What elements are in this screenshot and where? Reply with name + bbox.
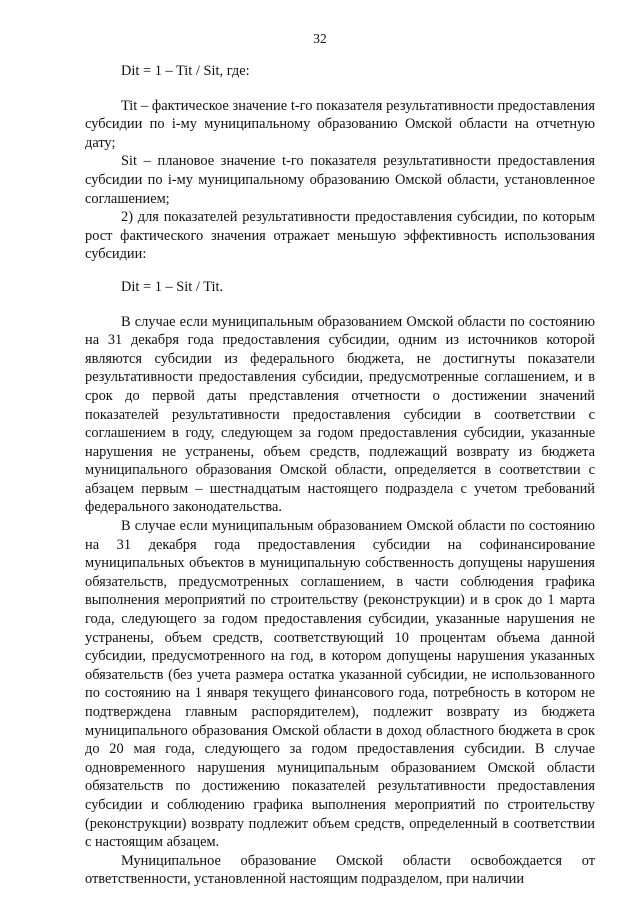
paragraph-sit-definition: Sit – плановое значение t-го показателя результативности предоставления субсидии по i-му муниципальному образованию Омской области, установленное соглашением; [85, 153, 595, 207]
page-number: 32 [313, 31, 327, 46]
formula-dit-1: Dit = 1 – Tit / Sit, где: [121, 63, 250, 79]
paragraph-tit-definition: Tit – фактическое значение t-го показателя результативности предоставления субсидии по i-му муниципальному образованию Омской области на отчетную дату; [85, 97, 595, 151]
formula-dit-2: Dit = 1 – Sit / Tit. [121, 278, 224, 295]
paragraph-exemption: Муниципальное образование Омской области освобождается от ответственности, установленной настоящим подразделом, при наличии [85, 852, 595, 888]
document-body [85, 62, 595, 889]
paragraph-federal-case: В случае если муниципальным образованием Омской области по состоянию на 31 декабря года предоставления субсидии, одним из источников которой являются субсидии из федерального бюджета, не достигнуты показатели результативности предоставления субсидии, предусмотренные соглашением, и в срок до первой даты представления отчетности о достижении значений показателей результативности предоставления субсидии в соответствии с соглашением в году, следующем за годом предоставления субсидии, указанные нарушения не устранены, объем средств, подлежащий возврату из бюджета муниципального образования Омской области, определяется в соответствии с абзацем первым – шестнадцатым настоящего подраздела с учетом требований федерального законодательства. [85, 313, 595, 516]
paragraph-cofinancing-case: В случае если муниципальным образованием Омской области по состоянию на 31 декабря года предоставления субсидии на софинансирование муниципальных объектов в муниципальную собственность допущены нарушения обязательств, предусмотренных соглашением, в части соблюдения графика выполнения мероприятий по строительству (реконструкции) и в срок до 1 марта года, следующего за годом предоставления субсидии, указанные нарушения не устранены, объем средств, соответствующий 10 процентам объема данной субсидии, предусмотренного на год, в котором допущены нарушения указанных обязательств (без учета размера остатка указанной субсидии, не использованного по состоянию на 1 января текущего финансового года, потребность в котором не подтверждена главным распорядителем), подлежит возврату из бюджета муниципального образования Омской области в доход областного бюджета в срок до 20 мая года, следующего за годом предоставления субсидии. В случае одновременного нарушения муниципальным образованием Омской области обязательств по достижению показателей результативности предоставления субсидии и соблюдению графика выполнения мероприятий по строительству (реконструкции) возврату подлежит объем средств, определенный в соответствии с настоящим абзацем. [85, 518, 595, 851]
paragraph-item-2: 2) для показателей результативности предоставления субсидии, по которым рост фактического значения отражает меньшую эффективность использования субсидии: [85, 209, 595, 263]
